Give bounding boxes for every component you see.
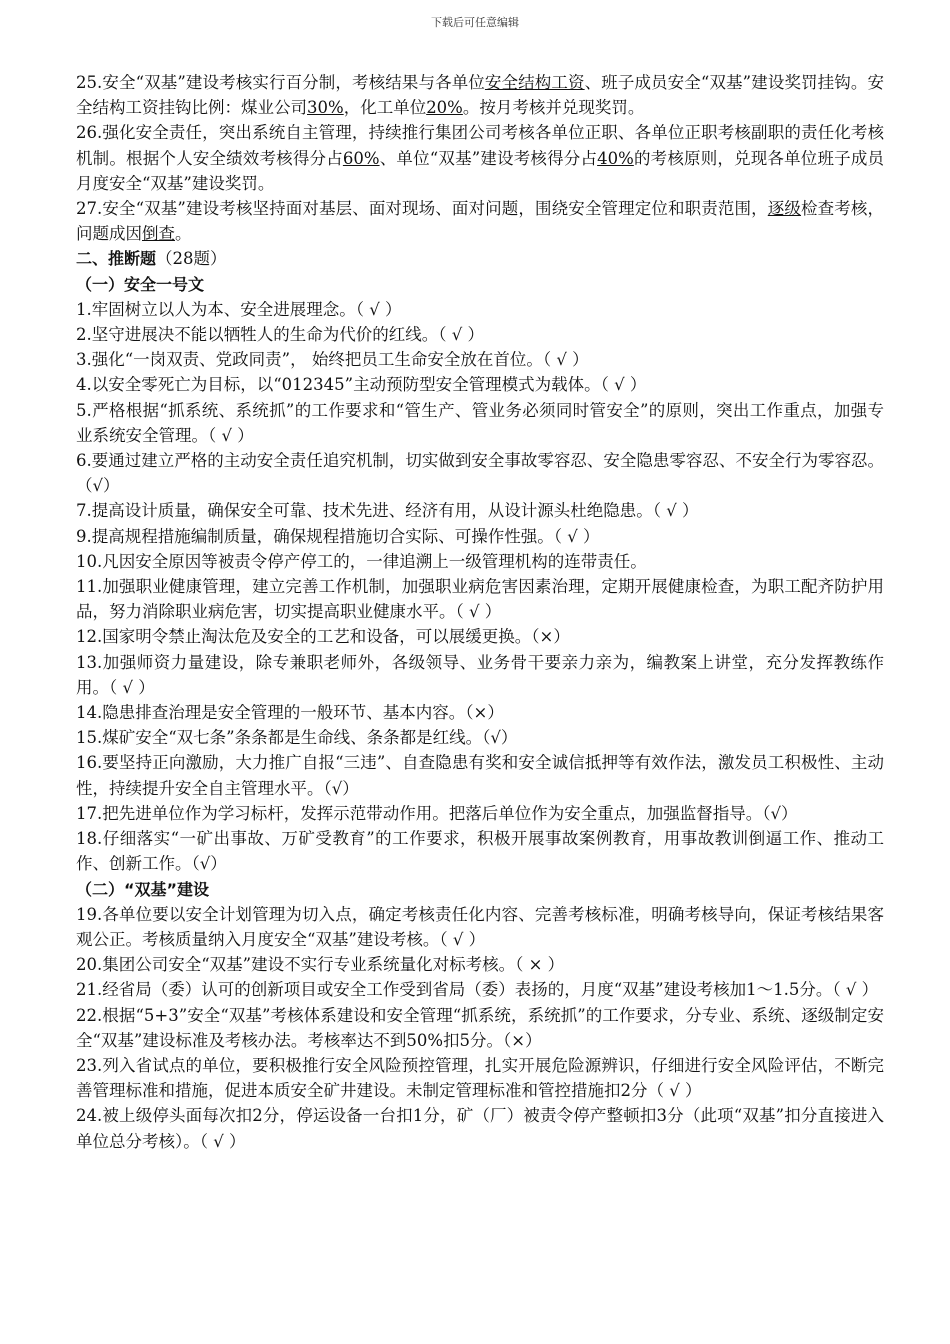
q26-text-b: 、单位“双基”建设考核得分占: [379, 148, 598, 168]
q26-text-c: 的考核原则，兑现各单位班子成员月度安全“双基”建设奖罚。: [76, 148, 885, 193]
q27-text-b: 检查考核，问题成因: [76, 199, 885, 244]
document-body: [76, 70, 884, 1154]
judgment-list-1: [76, 297, 884, 877]
judgment-item: 11.加强职业健康管理，建立完善工作机制，加强职业病危害因素治理，定期开展健康检查，为职工配齐防护用品，努力消除职业病危害，切实提高职业健康水平。（ √ ）: [76, 577, 884, 622]
page-header: 下载后可任意编辑: [431, 16, 519, 29]
q26-text-a: 26.强化安全责任，突出系统自主管理，持续推行集团公司考核各单位正职、各单位正职考核副职的责任化考核机制。根据个人安全绩效考核得分占: [76, 123, 884, 168]
section-title: 二、推断题: [76, 249, 157, 269]
q25-text-d: 。按月考核并兑现奖罚。: [462, 98, 645, 118]
judgment-item: 15.煤矿安全“双七条”条条都是生命线、条条都是红线。（√）: [76, 728, 518, 748]
judgment-item: 22.根据“5+3”安全“双基”考核体系建设和安全管理“抓系统，系统抓”的工作要求，分专业、系统、逐级制定安全“双基”建设标准及考核办法。考核率达不到50%扣5分。（×）: [76, 1005, 884, 1050]
judgment-item: 21.经省局（委）认可的创新项目或安全工作受到省局（委）表扬的，月度“双基”建设考核加1～1.5分。（ √ ）: [76, 980, 879, 1000]
section-heading-judgment: [76, 246, 884, 271]
question-26: [76, 120, 884, 196]
judgment-item: 20.集团公司安全“双基”建设不实行专业系统量化对标考核。（ × ）: [76, 955, 565, 975]
judgment-item: 18.仔细落实“一矿出事故、万矿受教育”的工作要求，积极开展事故案例教育，用事故教训倒逼工作、推动工作、创新工作。（√）: [76, 829, 884, 874]
judgment-item: 3.强化“一岗双责、党政同责”， 始终把员工生命安全放在首位。（ √ ）: [76, 350, 589, 370]
judgment-item: 4.以安全零死亡为目标，以“012345”主动预防型安全管理模式为载体。（ √ ）: [76, 375, 647, 395]
judgment-item: 1.牢固树立以人为本、安全进展理念。（ √ ）: [76, 299, 402, 319]
judgment-item: 12.国家明令禁止淘汰危及安全的工艺和设备，可以展缓更换。（×）: [76, 627, 570, 647]
question-27: [76, 196, 884, 246]
q27-text-a: 27.安全“双基”建设考核坚持面对基层、面对现场、面对问题，围绕安全管理定位和职责范围，: [76, 199, 768, 219]
q25-answer-3: 20%: [426, 98, 463, 118]
judgment-item: 9.提高规程措施编制质量，确保规程措施切合实际、可操作性强。（ √ ）: [76, 526, 600, 546]
judgment-list-2: [76, 902, 884, 1154]
q25-answer-1: 安全结构工资: [484, 73, 585, 92]
q26-answer-1: 60%: [342, 148, 380, 168]
judgment-item: 2.坚守进展决不能以牺牲人的生命为代价的红线。（ √ ）: [76, 325, 484, 345]
section-count: （28题）: [156, 249, 227, 269]
judgment-item: 17.把先进单位作为学习标杆，发挥示范带动作用。把落后单位作为安全重点，加强监督指导。（√）: [76, 803, 798, 823]
q25-answer-2: 30%: [307, 98, 344, 118]
judgment-item: 7.提高设计质量，确保安全可靠、技术先进、经济有用，从设计源头杜绝隐患。（ √ ）: [76, 501, 699, 521]
q25-text-a: 25.安全“双基”建设考核实行百分制，考核结果与各单位: [76, 73, 485, 92]
q27-answer-1: 逐级: [767, 199, 802, 219]
judgment-item: 19.各单位要以安全计划管理为切入点，确定考核责任化内容、完善考核标准，明确考核导向，保证考核结果客观公正。考核质量纳入月度安全“双基”建设考核。（ √ ）: [76, 904, 884, 949]
judgment-item: 14.隐患排查治理是安全管理的一般环节、基本内容。（×）: [76, 703, 504, 723]
q27-answer-2: 倒查: [142, 224, 175, 244]
judgment-item: 10.凡因安全原因等被责令停产停工的，一律追溯上一级管理机构的连带责任。: [76, 551, 647, 571]
q26-answer-2: 40%: [597, 148, 634, 168]
subsection-heading-2: （二）“双基”建设: [76, 879, 210, 899]
q25-text-b: 、班子成员安全“双基”建设奖罚挂钩。安全结构工资挂钩比例：煤业公司: [76, 73, 885, 118]
question-25: [76, 70, 884, 120]
judgment-item: 24.被上级停头面每次扣2分，停运设备一台扣1分，矿（厂）被责令停产整顿扣3分（此项“双基”扣分直接进入单位总分考核）。（ √ ）: [76, 1106, 884, 1151]
judgment-item: 13.加强师资力量建设，除专兼职老师外，各级领导、业务骨干要亲力亲为，编教案上讲堂，充分发挥教练作用。（ √ ）: [76, 652, 884, 697]
judgment-item: 23.列入省试点的单位，要积极推行安全风险预控管理，扎实开展危险源辨识，仔细进行安全风险评估，不断完善管理标准和措施，促进本质安全矿井建设。未制定管理标准和管控措施扣2分（ √ ）: [76, 1055, 884, 1101]
judgment-item: 6.要通过建立严格的主动安全责任追究机制，切实做到安全事故零容忍、安全隐患零容忍、不安全行为零容忍。（√）: [76, 451, 884, 496]
q27-text-c: 。: [175, 224, 192, 244]
q25-text-c: ，化工单位: [343, 98, 427, 118]
subsection-heading-1: （一）安全一号文: [76, 274, 205, 294]
judgment-item: 5.严格根据“抓系统、系统抓”的工作要求和“管生产、管业务必须同时管安全”的原则，突出工作重点，加强专业系统安全管理。（ √ ）: [76, 400, 884, 445]
judgment-item: 16.要坚持正向激励，大力推广自报“三违”、自查隐患有奖和安全诚信抵押等有效作法，激发员工积极性、主动性，持续提升安全自主管理水平。（√）: [76, 753, 884, 798]
